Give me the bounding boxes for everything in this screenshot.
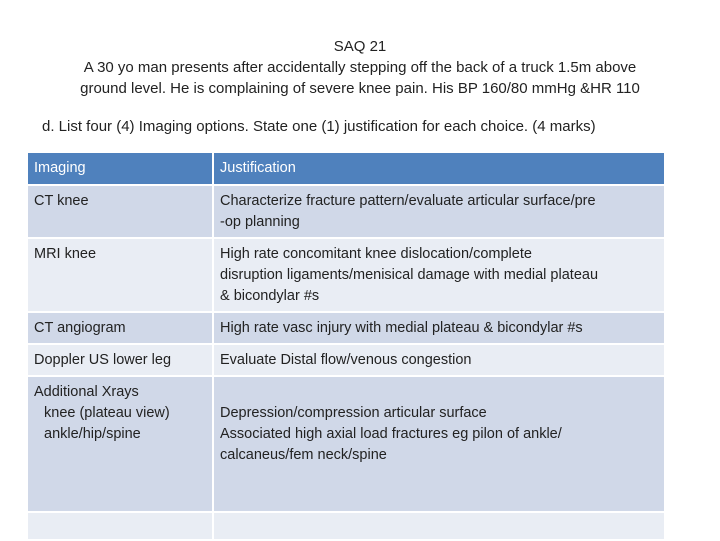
case-description-line-2: ground level. He is complaining of severe knee pain. His BP 160/80 mmHg &HR 110 bbox=[80, 80, 640, 97]
table-header-row bbox=[27, 152, 665, 185]
table-row-empty bbox=[27, 512, 665, 540]
justification-cell bbox=[213, 376, 665, 512]
table-row bbox=[27, 344, 665, 376]
justification-text: High rate concomitant knee dislocation/complete bbox=[220, 246, 532, 262]
justification-cell bbox=[213, 238, 665, 312]
imaging-text: CT knee bbox=[34, 193, 89, 209]
justification-text: Characterize fracture pattern/evaluate articular surface/pre bbox=[220, 193, 596, 209]
imaging-cell bbox=[27, 344, 213, 376]
imaging-text: MRI knee bbox=[34, 246, 97, 262]
imaging-cell bbox=[27, 376, 213, 512]
question-prompt: d. List four (4) Imaging options. State one (1) justification for each choice. (4 marks) bbox=[42, 118, 596, 135]
empty-cell bbox=[27, 512, 213, 540]
justification-text: Associated high axial load fractures eg pilon of ankle/ bbox=[220, 426, 562, 442]
justification-text: Evaluate Distal flow/venous congestion bbox=[220, 352, 472, 368]
justification-text: & bicondylar #s bbox=[220, 288, 320, 304]
imaging-cell bbox=[27, 312, 213, 344]
table-row bbox=[27, 376, 665, 512]
justification-text: disruption ligaments/menisical damage with medial plateau bbox=[220, 267, 599, 283]
justification-text: High rate vasc injury with medial plateau & bicondylar #s bbox=[220, 320, 583, 336]
justification-cell bbox=[213, 185, 665, 238]
header-justification: Justification bbox=[213, 152, 665, 185]
justification-cell bbox=[213, 312, 665, 344]
imaging-text: ankle/hip/spine bbox=[44, 426, 141, 442]
header-imaging: Imaging bbox=[27, 152, 213, 185]
table-row bbox=[27, 238, 665, 312]
table-row bbox=[27, 312, 665, 344]
imaging-text: Additional Xrays bbox=[34, 384, 139, 400]
imaging-text: CT angiogram bbox=[34, 320, 126, 336]
imaging-table bbox=[26, 151, 666, 541]
justification-text: calcaneus/fem neck/spine bbox=[220, 447, 387, 463]
justification-text: -op planning bbox=[220, 214, 300, 230]
slide-header bbox=[0, 36, 720, 99]
empty-cell bbox=[213, 512, 665, 540]
table-row bbox=[27, 185, 665, 238]
justification-cell bbox=[213, 344, 665, 376]
justification-text: Depression/compression articular surface bbox=[220, 405, 487, 421]
imaging-text: knee (plateau view) bbox=[44, 405, 170, 421]
imaging-text: Doppler US lower leg bbox=[34, 352, 172, 368]
imaging-cell bbox=[27, 185, 213, 238]
imaging-cell bbox=[27, 238, 213, 312]
case-description-line-1: A 30 yo man presents after accidentally stepping off the back of a truck 1.5m above bbox=[83, 59, 637, 76]
question-title: SAQ 21 bbox=[333, 38, 387, 55]
